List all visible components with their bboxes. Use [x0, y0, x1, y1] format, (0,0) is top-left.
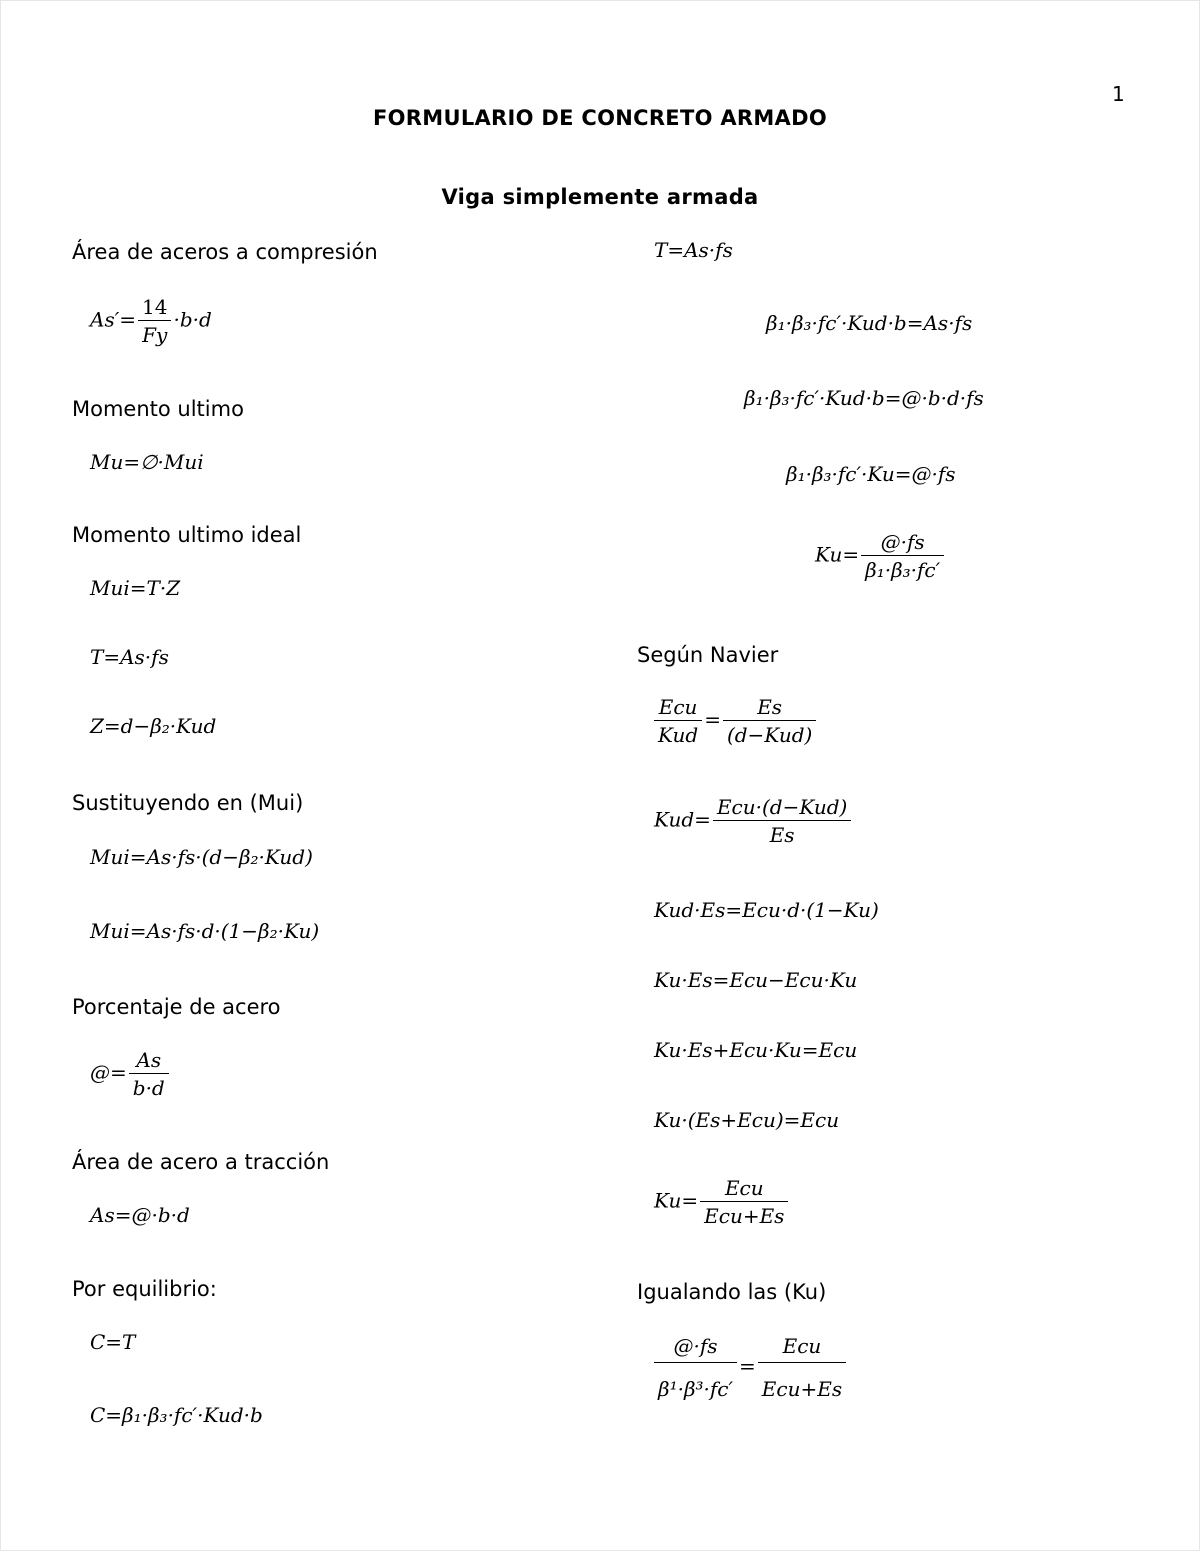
fraction [700, 1176, 788, 1228]
fraction [654, 695, 702, 747]
section-subtitle: Viga simplemente armada [441, 185, 759, 209]
formula-equilibrio-1: β₁·β₃·fc′·Kud·b=As·fs [766, 311, 973, 335]
fraction-denominator: (d−Kud) [726, 723, 813, 747]
formula-ku-1 [815, 530, 946, 582]
formula-c: C=T [90, 1330, 136, 1354]
heading-momento-ultimo-ideal: Momento ultimo ideal [72, 523, 302, 547]
fraction-numerator: Ecu [700, 1176, 788, 1202]
formula-t-right: T=As·fs [654, 238, 733, 262]
heading-area-traccion: Área de acero a tracción [72, 1150, 330, 1174]
formula-navier-5: Ku·Es+Ecu·Ku=Ecu [654, 1038, 858, 1062]
formula-t: T=As·fs [90, 645, 169, 669]
formula-porcentaje [90, 1048, 171, 1100]
formula-lhs: Ku= [815, 542, 860, 567]
formula-navier-2 [654, 795, 853, 847]
page-number: 1 [1112, 82, 1125, 106]
fraction [129, 1048, 169, 1100]
fraction-denominator: Ecu+Es [761, 1377, 843, 1401]
formula-navier-3: Kud·Es=Ecu·d·(1−Ku) [654, 898, 879, 922]
formula-navier-6: Ku·(Es+Ecu)=Ecu [654, 1108, 840, 1132]
fraction [138, 295, 171, 347]
fraction-denominator: β₁·β₃·fc′ [865, 558, 941, 582]
fraction [861, 530, 944, 582]
formula-c2: C=β₁·β₃·fc′·Kud·b [90, 1403, 263, 1427]
formula-lhs: Kud= [654, 807, 711, 832]
fraction-numerator: Ecu [654, 695, 702, 721]
formula-lhs: Ku= [654, 1188, 699, 1213]
formula-as: As=@·b·d [90, 1203, 190, 1227]
formula-rhs: ·b·d [173, 307, 212, 332]
formula-mui-1: Mui=As·fs·(d−β₂·Kud) [90, 845, 313, 869]
formula-igualando [652, 1334, 848, 1401]
formula-ku-2 [654, 1176, 790, 1228]
formula-mui-2: Mui=As·fs·d·(1−β₂·Ku) [90, 919, 320, 943]
formula-equilibrio-2: β₁·β₃·fc′·Kud·b=@·b·d·fs [744, 386, 984, 410]
formula-mui: Mui=T·Z [90, 576, 181, 600]
formula-lhs: As′= [90, 307, 137, 332]
fraction-denominator: Es [769, 823, 795, 847]
fraction-denominator: Ecu+Es [704, 1204, 785, 1228]
fraction-numerator: Ecu [758, 1334, 846, 1363]
fraction-denominator: Kud [658, 723, 699, 747]
formula-as-prime [90, 295, 212, 347]
heading-sustituyendo: Sustituyendo en (Mui) [72, 791, 304, 815]
formula-mu: Mu=∅·Mui [90, 450, 204, 474]
equals-sign: = [739, 1354, 756, 1378]
fraction [723, 695, 816, 747]
fraction-numerator: 14 [138, 295, 171, 321]
document-title: FORMULARIO DE CONCRETO ARMADO [373, 106, 827, 130]
fraction-numerator: @·fs [654, 1334, 737, 1363]
fraction-numerator: Ecu·(d−Kud) [713, 795, 851, 821]
fraction-numerator: As [129, 1048, 169, 1074]
fraction-denominator: Fy [142, 323, 168, 347]
fraction [654, 1334, 737, 1401]
heading-area-compresion: Área de aceros a compresión [72, 240, 378, 264]
formula-navier-4: Ku·Es=Ecu−Ecu·Ku [654, 968, 858, 992]
heading-momento-ultimo: Momento ultimo [72, 397, 244, 421]
fraction [758, 1334, 846, 1401]
fraction-numerator: @·fs [861, 530, 944, 556]
fraction-denominator: β¹·β³·fc′ [658, 1377, 734, 1401]
equals-sign: = [704, 707, 721, 732]
formula-equilibrio-3: β₁·β₃·fc′·Ku=@·fs [786, 462, 956, 486]
heading-navier: Según Navier [637, 643, 779, 667]
fraction-denominator: b·d [132, 1076, 165, 1100]
fraction [713, 795, 851, 847]
heading-igualando: Igualando las (Ku) [637, 1280, 827, 1304]
heading-porcentaje: Porcentaje de acero [72, 995, 281, 1019]
fraction-numerator: Es [723, 695, 816, 721]
formula-z: Z=d−β₂·Kud [90, 714, 217, 738]
formula-navier-1 [652, 695, 818, 747]
heading-equilibrio: Por equilibrio: [72, 1277, 217, 1301]
formula-lhs: @= [90, 1060, 127, 1085]
